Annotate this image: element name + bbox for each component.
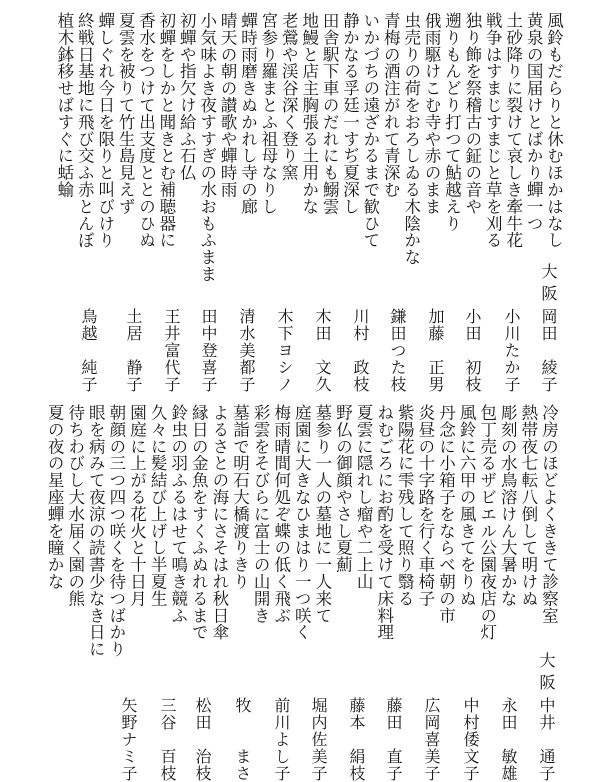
haiku-line: 彫刻の水鳥溶けん大暑かな	[498, 404, 518, 607]
haiku-line: 冷房のほどよくききて診察室	[539, 404, 559, 624]
author-name: 牧 まさ	[233, 697, 252, 782]
author-name: 小川たか子	[502, 308, 521, 393]
haiku-line: 戦争はすまじすまじと草を刈る	[483, 12, 503, 249]
haiku-line: 庭園に大きなひまはり一つ咲く	[292, 404, 312, 641]
author-name: 三谷 百枝	[158, 697, 177, 782]
author-name: 永田 敏雄	[499, 697, 518, 782]
haiku-line: 野仏の御顔やさし夏薊	[333, 404, 353, 573]
author-name: 川村 政枝	[351, 308, 370, 393]
author-name: 王井富代子	[162, 308, 181, 393]
author-name: 小田 初枝	[463, 308, 482, 393]
haiku-line: 鈴虫の羽ふるはせて鳴き競ふ	[168, 404, 188, 624]
haiku-line: 田舎駅下車のだれにも鰯雲	[320, 12, 340, 215]
haiku-line: 墓参り一人の墓地に一人来て	[312, 404, 332, 624]
author-name: 田中登喜子	[199, 308, 218, 393]
haiku-line: 土砂降りに裂けて哀しき牽牛花	[503, 12, 523, 249]
haiku-line: 植木鉢移せばすぐに蛞蝓	[54, 12, 74, 198]
haiku-line: 晴天の朝の讃歌や蟬時雨	[218, 12, 238, 198]
haiku-line: 眼を病みて夜涼の読書少なき日に	[86, 404, 106, 658]
haiku-line: 夏雲を被りて竹生島見えず	[116, 12, 136, 215]
haiku-line: 墓詣で明石大橋渡りきり	[230, 404, 250, 590]
haiku-line: 梅雨晴間何処ぞ蝶の低く飛ぶ	[271, 404, 291, 624]
author-name: 堀内佐美子	[309, 697, 328, 782]
haiku-line: 待ちわびし大水届く園の熊	[65, 404, 85, 607]
haiku-line: 縁日の金魚をすくふぬれるまで	[189, 404, 209, 641]
haiku-line: 静かなる孚廷一すぢ夏深し	[340, 12, 360, 215]
haiku-line: 包丁売るザビエル公園夜店の灯	[477, 404, 497, 641]
author-name: 広岡喜美子	[422, 697, 441, 782]
haiku-line: 青梅の酒注がれて青深む	[381, 12, 401, 198]
haiku-line: 彩雲をそびらに富士の山開き	[251, 404, 271, 624]
haiku-line: ねむごろにお酌を受けて床料理	[374, 404, 394, 641]
haiku-line: 初蟬をしかと聞きとむ補聴器に	[156, 12, 176, 249]
author-name: 前川よし子	[272, 697, 291, 782]
haiku-line: 園庭に上がる花火と十日月	[127, 404, 147, 607]
haiku-line: 終戦日基地に飛び交ふ赤とんぼ	[75, 12, 95, 249]
haiku-line: 初蟬や指欠け給ふ石仏	[177, 12, 197, 181]
author-name: 木田 文久	[313, 308, 332, 393]
author-name: 矢野ナミ子	[119, 697, 138, 782]
author-name: 藤本 絹枝	[347, 697, 366, 782]
haiku-line: 俄雨駆けこむ寺や赤のまま	[422, 12, 442, 215]
haiku-line: 蟬時雨磨きぬかれし寺の廊	[238, 12, 258, 215]
author-prefecture: 大阪	[537, 652, 556, 696]
haiku-line: 黄泉の国届けとばかり蟬一つ	[524, 12, 544, 232]
haiku-line: 朝顔の三つ四つ咲くを待つばかり	[106, 404, 126, 658]
author-name: 藤田 直子	[384, 697, 403, 782]
haiku-line: 老鶯や渓谷深く登り窯	[279, 12, 299, 181]
haiku-line: よるさとの海にさそはれ秋日傘	[209, 404, 229, 641]
haiku-line: 夏雲に隠れし瘤や二上山	[354, 404, 374, 590]
haiku-line: いかづちの遠ざかるまで歓ひて	[360, 12, 380, 249]
haiku-line: 風鈴に六甲の風きてをりぬ	[457, 404, 477, 607]
haiku-line: 遡りもんどり打つて鮎越えり	[442, 12, 462, 232]
haiku-line: 夏の夜の星座蟬を瞳かな	[45, 404, 65, 590]
author-name: 清水美都子	[237, 308, 256, 393]
author-name: 松田 治枝	[193, 697, 212, 782]
haiku-line: 久々に髪結び上げし半夏生	[148, 404, 168, 607]
haiku-line: 香水をつけて出支度ととのひぬ	[136, 12, 156, 249]
author-name: 中井 通子	[537, 697, 556, 782]
haiku-line: 紫陽花に雫残して照り翳る	[395, 404, 415, 607]
haiku-line: 丹念に小箱子をならべ朝の市	[436, 404, 456, 624]
author-name: 鳥越 純子	[79, 308, 98, 393]
author-name: 岡田 綾子	[539, 308, 558, 393]
haiku-line: 宮参り羅まとふ祖母なりし	[258, 12, 278, 215]
haiku-line: 独り飾を祭稽古の鉦の音や	[462, 12, 482, 215]
haiku-line: 熱帯夜七転八倒して明けぬ	[518, 404, 538, 607]
author-prefecture: 大阪	[539, 263, 558, 307]
author-name: 土居 静子	[124, 308, 143, 393]
author-name: 鎌田つた枝	[388, 308, 407, 393]
haiku-line: 風鈴もだらりと休むほかはなし	[544, 12, 564, 249]
haiku-line: 虫売りの荷をおろしゐる木陰かな	[401, 12, 421, 266]
haiku-line: 炎昼の十字路を行く車椅子	[415, 404, 435, 607]
haiku-line: 地鰻と店主胸張る土用かな	[299, 12, 319, 215]
author-name: 加藤 正男	[426, 308, 445, 393]
haiku-line: 蟬しぐれ今日を限りと叫びけり	[95, 12, 115, 249]
author-name: 中村倭文子	[461, 697, 480, 782]
author-name: 木下ヨシノ	[275, 308, 294, 393]
haiku-line: 小気味よき夜すすぎの水おもふまま	[197, 12, 217, 283]
